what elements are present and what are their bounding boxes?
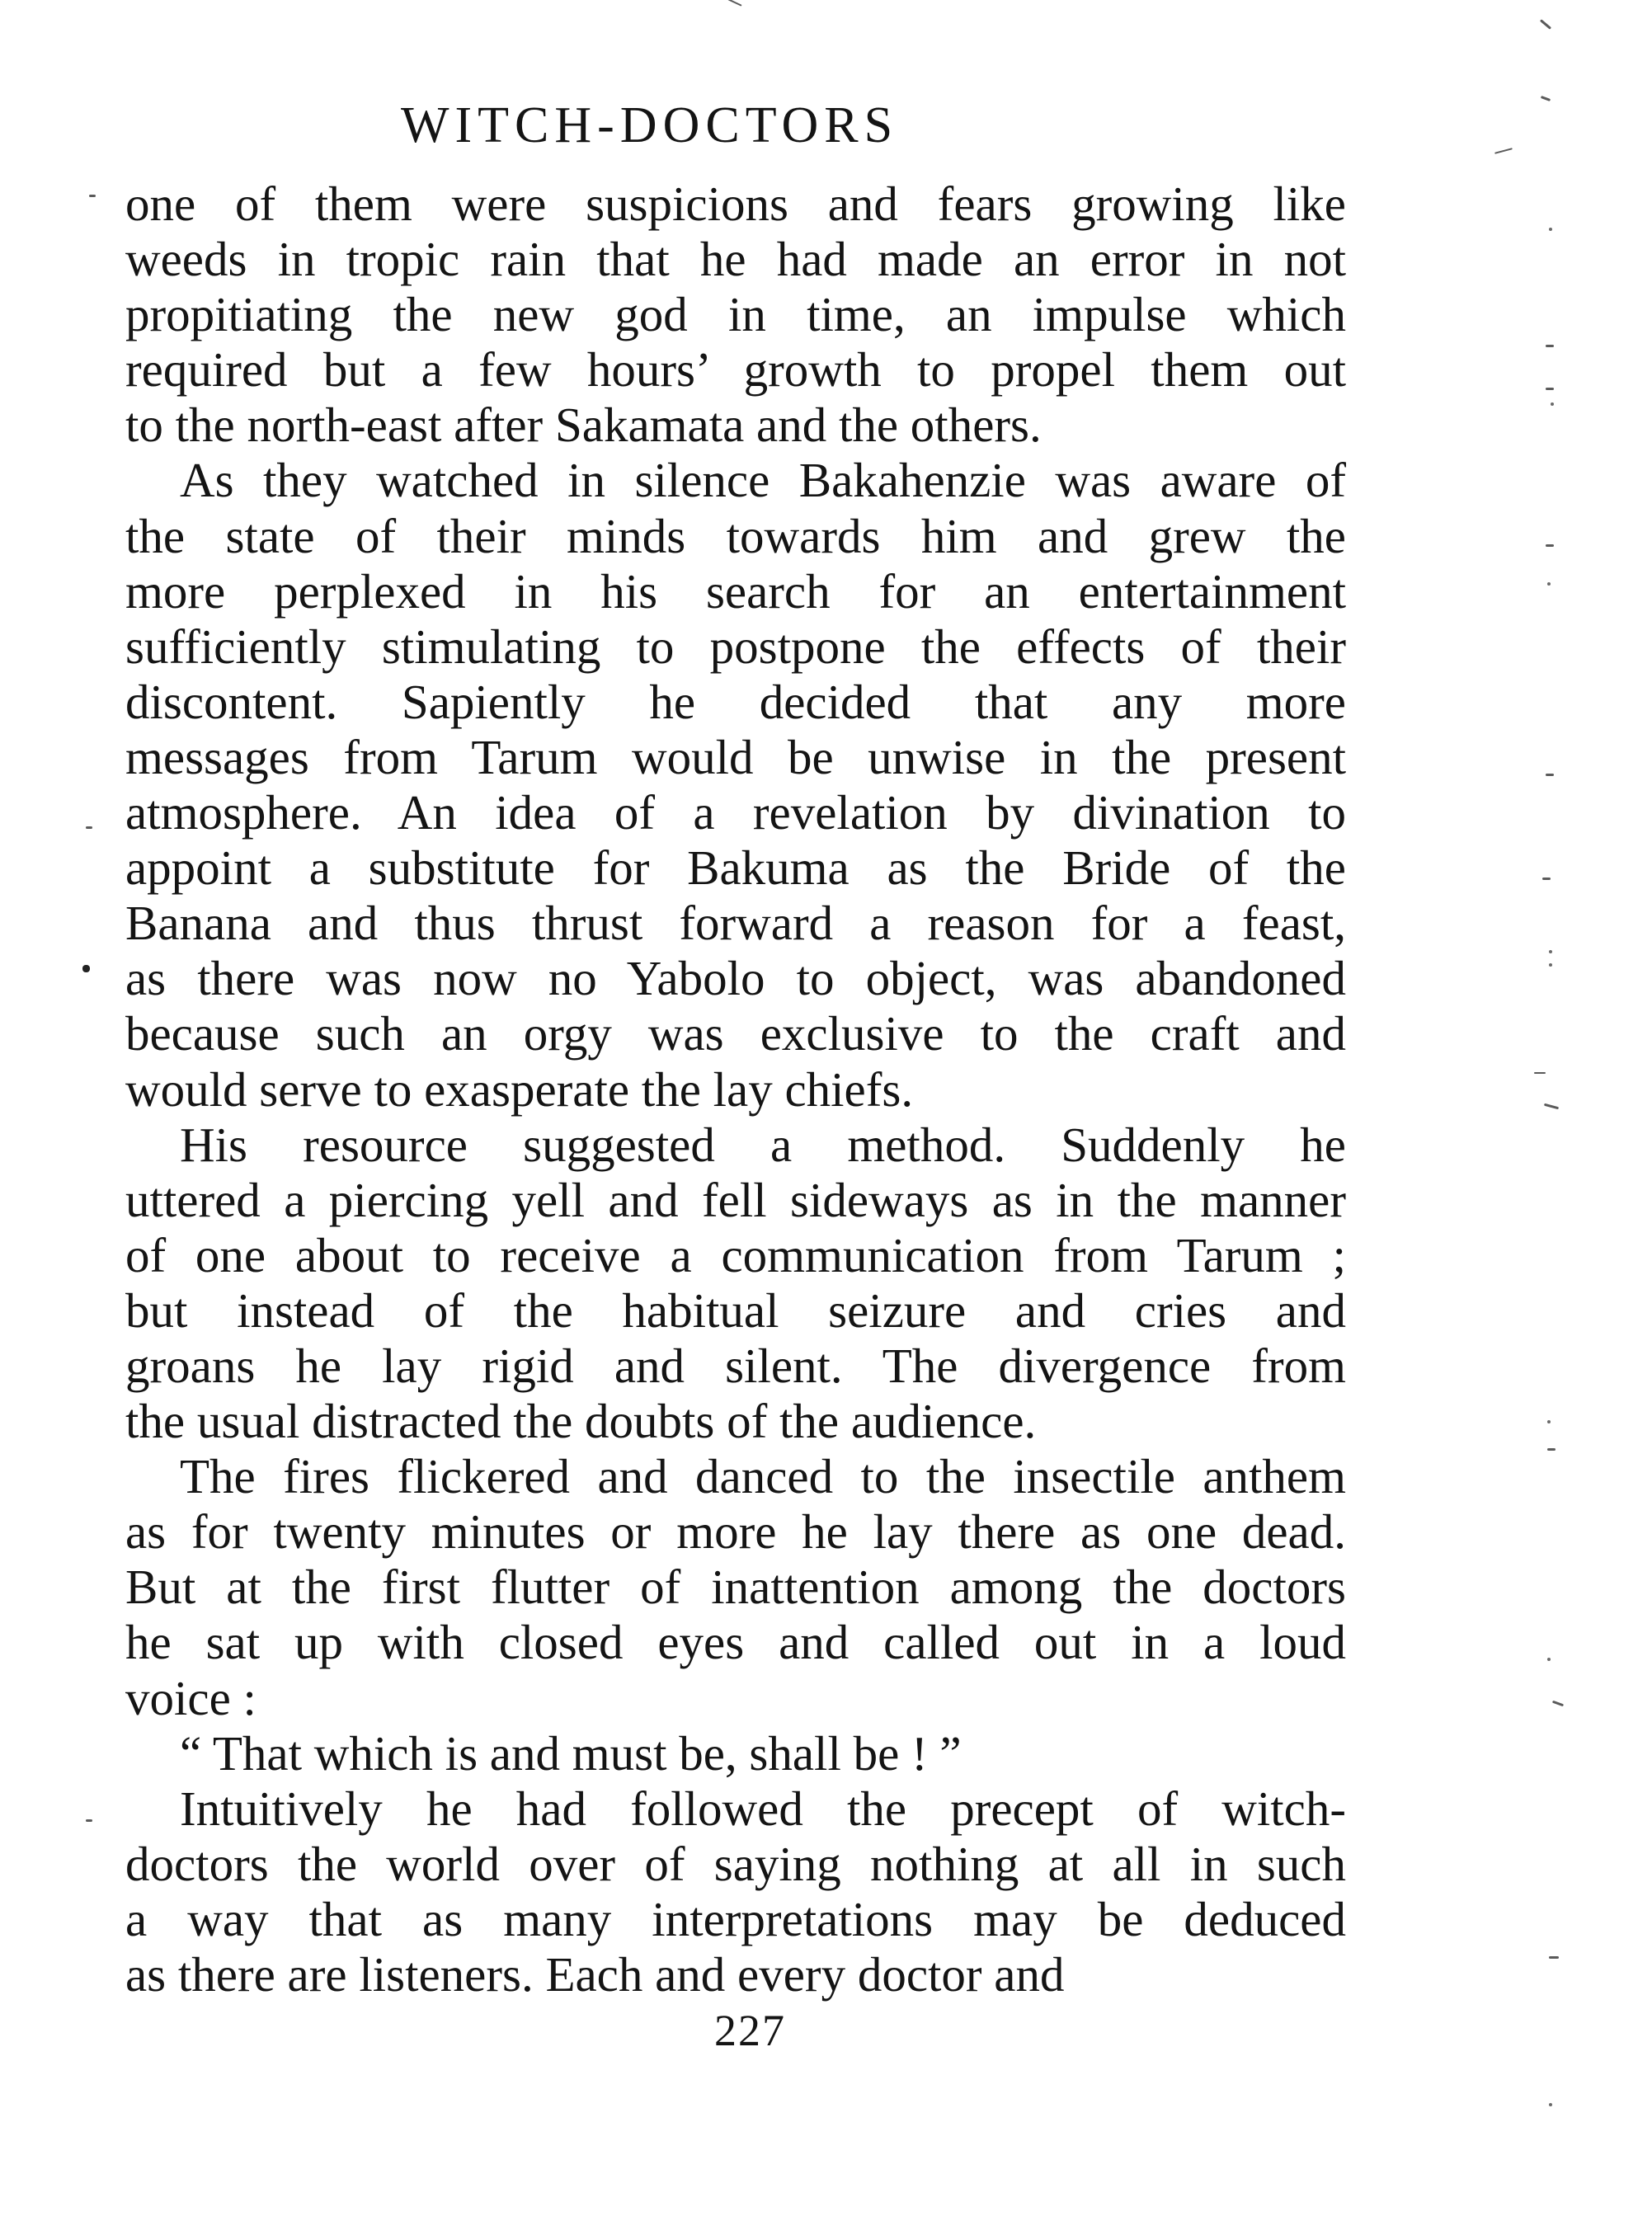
scan-mark [1546,774,1554,776]
scan-speck [1547,1658,1551,1661]
text-line: more perplexed in his search for an entertainment [125,563,1346,619]
scan-mark [1546,544,1554,547]
scan-mark [1547,1448,1556,1451]
text-line: atmosphere. An idea of a revelation by divination to [125,785,1346,840]
text-line: voice : [125,1670,257,1725]
scan-speck [1549,963,1552,967]
text-line: discontent. Sapiently he decided that any more [125,674,1346,729]
text-line: he sat up with closed eyes and called out in a loud [125,1615,1346,1670]
scan-speck [1549,950,1552,953]
scan-mark [89,195,96,197]
scan-speck [1549,2103,1552,2106]
text-line: sufficiently stimulating to postpone the effects of their [125,619,1346,674]
text-line: Banana and thus thrust forward a reason for a feast, [125,896,1346,951]
text-line: propitiating the new god in time, an impulse which [125,287,1346,342]
text-line: “ That which is and must be, shall be ! ” [180,1725,962,1781]
text-line: The fires flickered and danced to the insectile anthem [180,1449,1346,1504]
scan-speck [1549,228,1552,231]
running-head: WITCH-DOCTORS [401,97,899,153]
text-line: the state of their minds towards him and grew the [125,508,1346,563]
text-line: as there are listeners. Each and every doctor and [125,1947,1065,2002]
scan-mark [1546,345,1554,347]
text-line: appoint a substitute for Bakuma as the Bride of the [125,840,1346,896]
text-line: As they watched in silence Bakahenzie was aware of [180,453,1346,508]
scan-mark [1549,1956,1559,1959]
scan-speck [1547,582,1551,586]
text-line: but instead of the habitual seizure and cries and [125,1282,1346,1338]
scan-mark [1540,19,1551,30]
text-line: required but a few hours’ growth to propel them out [125,342,1346,398]
text-line: the usual distracted the doubts of the audience. [125,1394,1037,1449]
scan-mark [1541,96,1551,101]
body-text [125,176,1346,2002]
text-line: a way that as many interpretations may be deduced [125,1891,1346,1946]
text-line: doctors the world over of saying nothing at all in such [125,1836,1346,1891]
scan-mark [1552,1701,1564,1707]
text-line: one of them were suspicions and fears growing like [125,176,1346,231]
text-line: of one about to receive a communication from Tarum ; [125,1227,1346,1282]
text-line: His resource suggested a method. Suddenly he [180,1117,1346,1172]
text-line: as for twenty minutes or more he lay there as one dead. [125,1504,1346,1560]
scan-mark [82,965,90,972]
text-line: as there was now no Yabolo to object, was abandoned [125,951,1346,1006]
text-line: groans he lay rigid and silent. The divergence from [125,1338,1346,1393]
text-line: because such an orgy was exclusive to the craft and [125,1006,1346,1061]
scan-mark [1542,878,1551,880]
scan-mark [1546,388,1554,390]
scan-mark [86,826,92,829]
text-line: uttered a piercing yell and fell sideways as in the manner [125,1172,1346,1227]
text-line: would serve to exasperate the lay chiefs. [125,1061,914,1117]
text-line: weeds in tropic rain that he had made an error in not [125,232,1346,287]
scan-mark [86,1819,92,1822]
scan-mark [1494,148,1513,154]
text-line: messages from Tarum would be unwise in the present [125,729,1346,784]
page-number: 227 [714,2006,786,2055]
text-line: But at the first flutter of inattention among the doctors [125,1560,1346,1615]
text-line: to the north-east after Sakamata and the others. [125,398,1042,453]
scan-mark [1544,1103,1559,1110]
scan-speck [1551,402,1554,406]
scan-mark [1534,1072,1546,1074]
scan-mark [727,0,741,7]
text-line: Intuitively he had followed the precept of witch- [180,1781,1346,1836]
scan-speck [1547,1420,1551,1423]
